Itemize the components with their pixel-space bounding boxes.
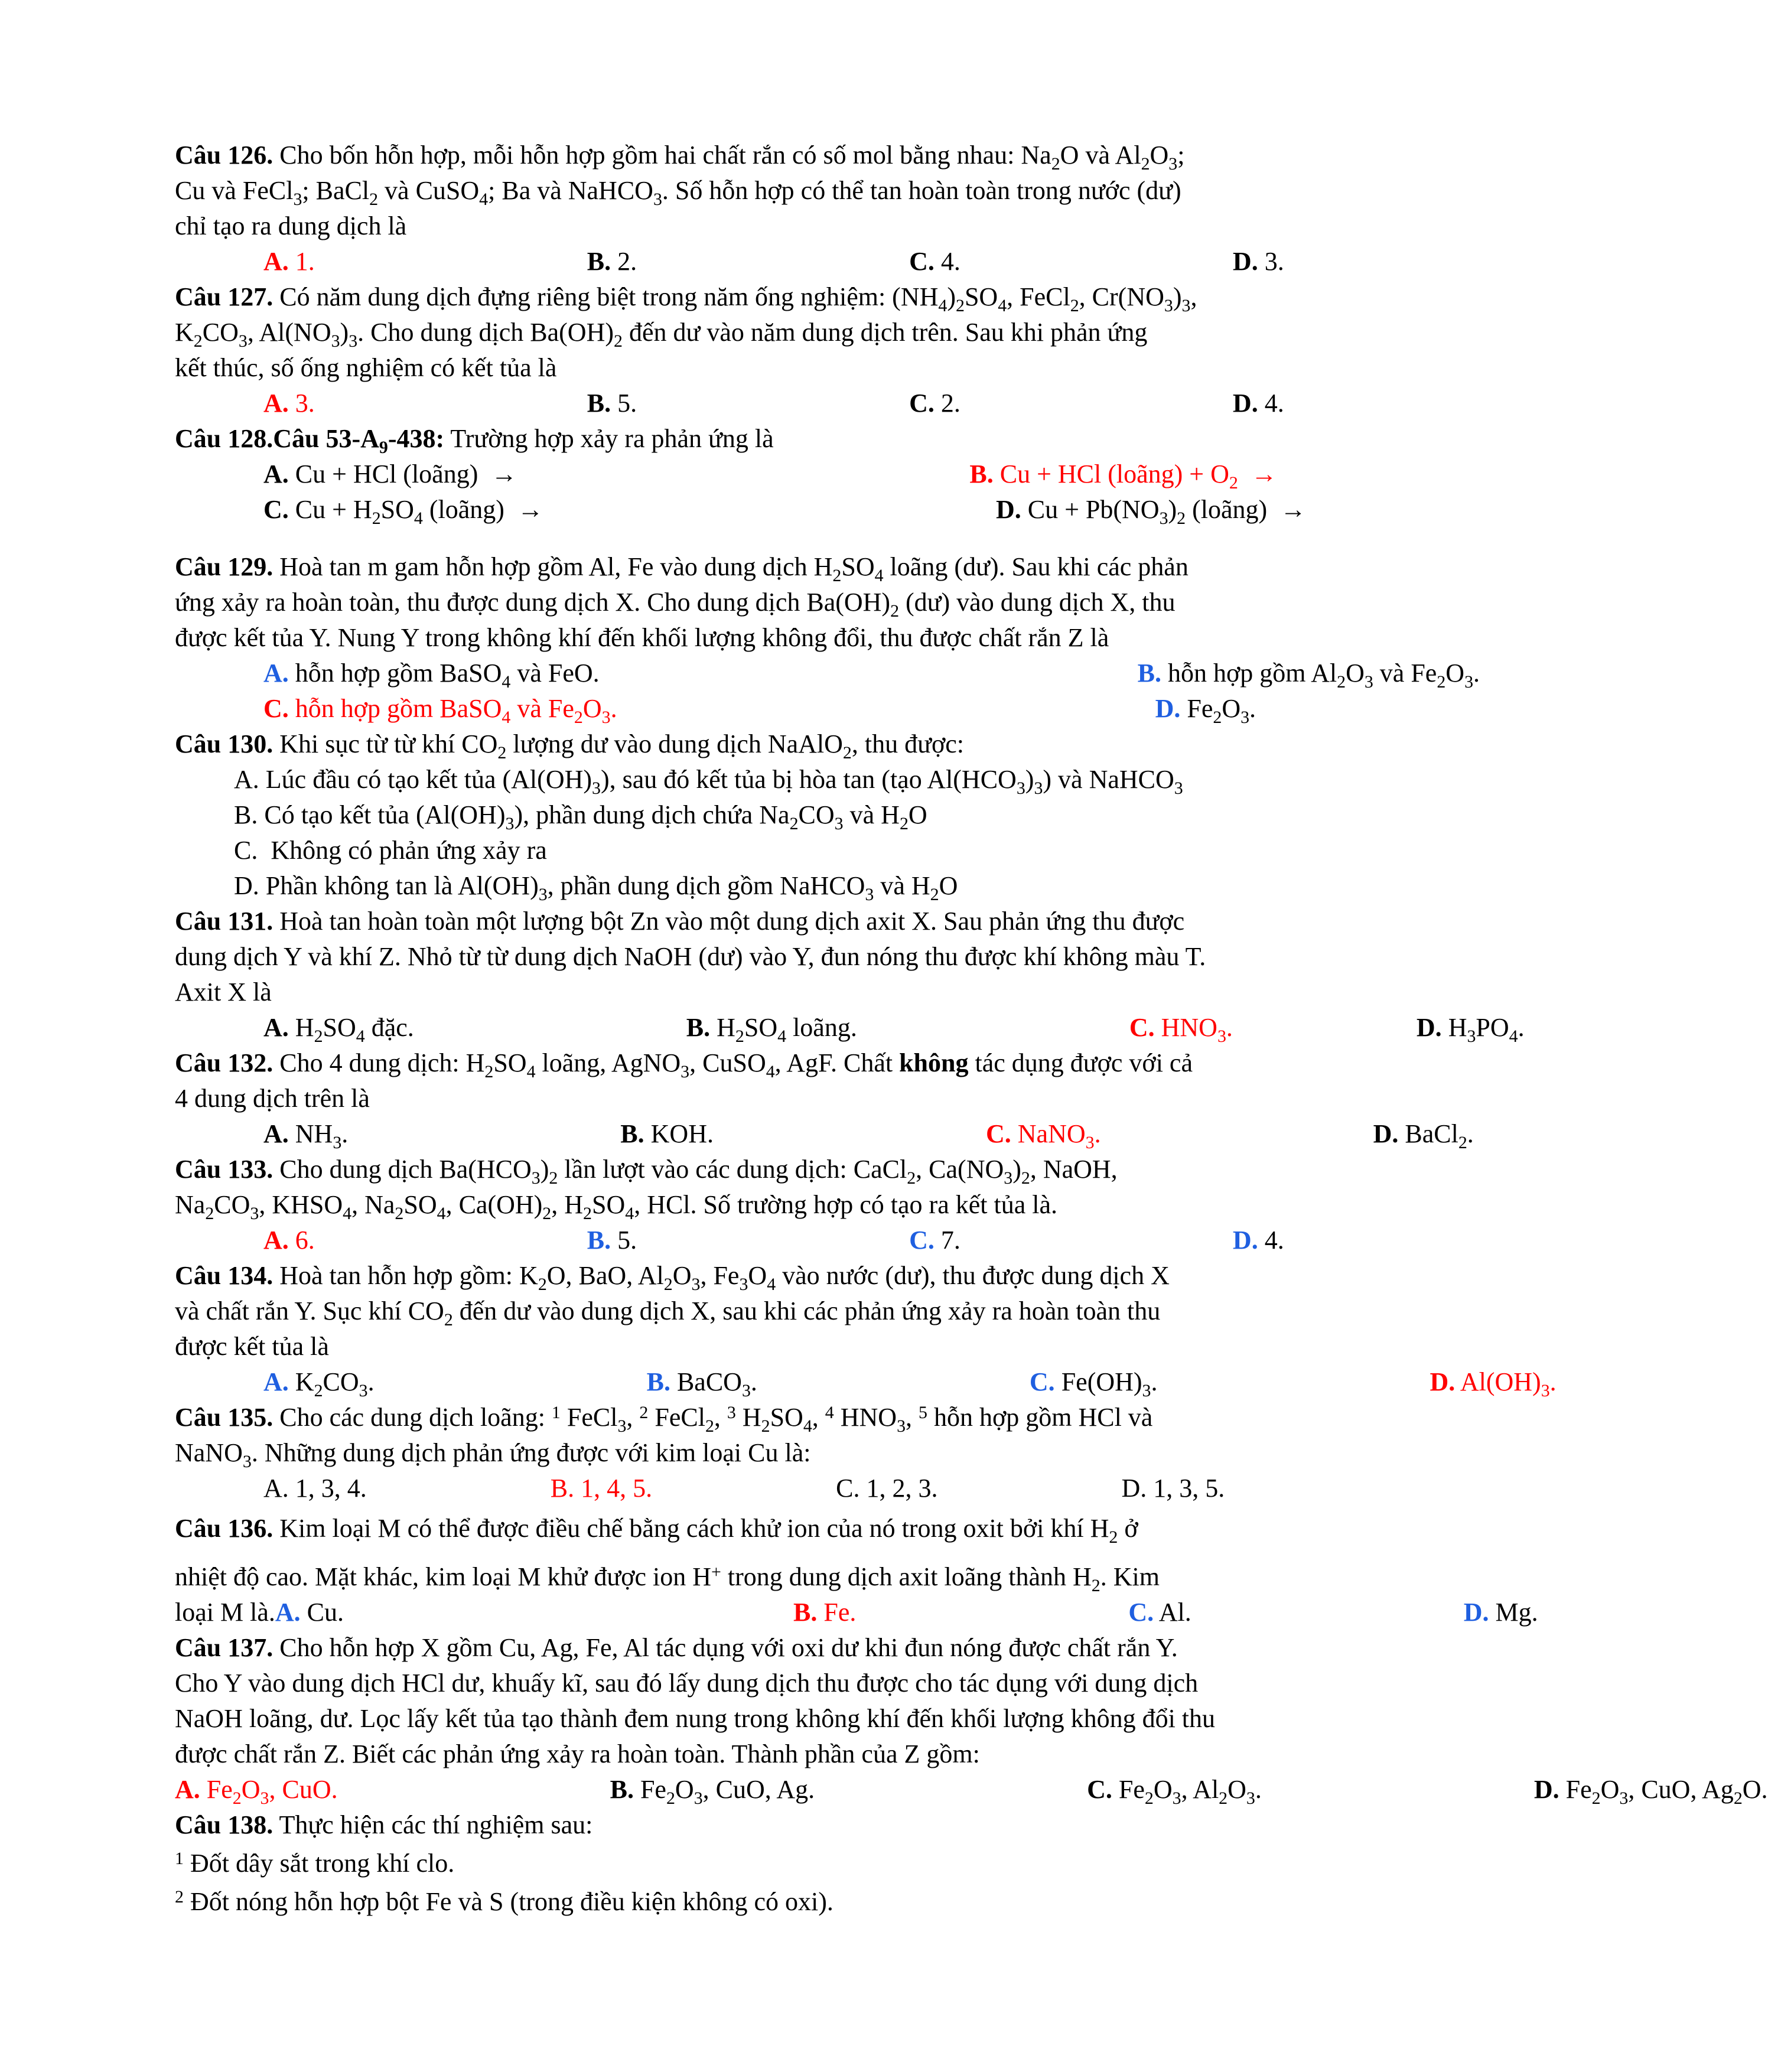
q137-line1: Câu 137. Cho hỗn hợp X gồm Cu, Ag, Fe, Al tác dụng với oxi dư khi đun nóng được chất rắn Y. xyxy=(175,1633,1178,1662)
q130-option-c: C. Không có phản ứng xảy ra xyxy=(234,836,547,865)
q136-line3: loại M là.A. Cu. B. Fe. C. Al. D. Mg. xyxy=(175,1598,1538,1627)
q126-option-d: D. 3. xyxy=(1232,247,1284,276)
q133-options xyxy=(263,1223,1386,1258)
q136-line1: Câu 136. Kim loại M có thể được điều chế bằng cách khử ion của nó trong oxit bởi khí $H_2$ ở xyxy=(175,1514,1138,1547)
q129-option-a: A. hỗn hợp gồm BaSO$_4$ và FeO. xyxy=(263,659,600,692)
q133-line2: $Na_2CO_3$, $KHSO_4$, $Na_2SO_4$, $Ca(OH)_2$, $H_2SO_4$, HCl. Số trường hợp có tạo ra kết tủa là. xyxy=(175,1190,1057,1223)
q132-option-d: D. BaCl$_2$. xyxy=(1373,1119,1474,1152)
q127-label: Câu 127. xyxy=(175,282,273,311)
q129-line2: ứng xảy ra hoàn toàn, thu được dung dịch X. Cho dung dịch $Ba(OH)_2$ (dư) vào dung dịch X, thu xyxy=(175,588,1176,621)
q131-line2: dung dịch Y và khí Z. Nhỏ từ từ dung dịch NaOH (dư) vào Y, đun nóng thu được khí không màu T. xyxy=(175,942,1206,971)
q129-label: Câu 129. xyxy=(175,552,273,581)
q127-options xyxy=(263,386,1386,421)
q128-options-cd xyxy=(263,492,1386,527)
q130-label: Câu 130. xyxy=(175,729,273,758)
q135-option-b: B. 1, 4, 5. xyxy=(550,1474,653,1503)
q135-option-c: C. 1, 2, 3. xyxy=(836,1474,938,1503)
q127-option-c: C. 2. xyxy=(909,389,960,418)
q131-option-c: C. $HNO_3$. xyxy=(1129,1013,1233,1046)
q134-label: Câu 134. xyxy=(175,1261,273,1290)
q135-line1: Câu 135. Cho các dung dịch loãng: $^1$ FeCl$_3$, $^2$ FeCl$_2$, $^3$ $H_2SO_4$, $^4$ $HNO_3$, $^5$ hỗn hợp gồm HCl và xyxy=(175,1402,1153,1436)
q137-options xyxy=(175,1772,1768,1808)
q132-option-c: C. NaNO$_3$. xyxy=(985,1119,1101,1152)
q137-option-b: B. $Fe_2O_3$, CuO, Ag. xyxy=(610,1775,815,1808)
q127-option-d: D. 4. xyxy=(1232,389,1284,418)
q128-option-c: C. $Cu + H_2SO_4$ (loãng) → xyxy=(263,495,543,528)
q131-line3: Axit X là xyxy=(175,978,272,1006)
q129-option-c: C. hỗn hợp gồm BaSO$_4$ và $Fe_2O_3$. xyxy=(263,694,617,727)
q136-option-a: A. Cu. xyxy=(275,1598,344,1627)
q126-line3: chỉ tạo ra dung dịch là xyxy=(175,211,407,240)
q128-options-ab xyxy=(263,457,1386,492)
q133-option-a: A. 6. xyxy=(263,1226,315,1255)
q136-option-c: C. Al. xyxy=(1128,1598,1191,1627)
q137-line2: Cho Y vào dung dịch HCl dư, khuấy kĩ, sau đó lấy dung dịch thu được cho tác dụng với dung dịch xyxy=(175,1669,1199,1698)
q136-option-d: D. Mg. xyxy=(1463,1598,1538,1627)
q136-label: Câu 136. xyxy=(175,1514,273,1543)
q129-option-d: D. $Fe_2O_3$. xyxy=(1155,694,1256,727)
q131-options xyxy=(263,1010,1525,1046)
q126-line2: Cu và FeCl$_3$; BaCl$_2$ và CuSO$_4$; Ba và NaHCO$_3$. Số hỗn hợp có thể tan hoàn toàn trong nước (dư) xyxy=(175,176,1181,209)
q138-experiment-1: $^1$ Đốt dây sắt trong khí clo. xyxy=(175,1848,455,1878)
q134-line2: và chất rắn Y. Sục khí $CO_2$ đến dư vào dung dịch X, sau khi các phản ứng xảy ra hoàn toàn thu xyxy=(175,1296,1161,1330)
q131-option-d: D. $H_3PO_4$. xyxy=(1416,1013,1525,1046)
q138-experiment-2: $^2$ Đốt nóng hỗn hợp bột Fe và S (trong điều kiện không có oxi). xyxy=(175,1887,833,1916)
q137-option-c: C. $Fe_2O_3$, $Al_2O_3$. xyxy=(1087,1775,1262,1808)
q126-option-a: A. 1. xyxy=(263,247,315,276)
q127-line3: kết thúc, số ống nghiệm có kết tủa là xyxy=(175,353,557,382)
q135-option-d: D. 1, 3, 5. xyxy=(1121,1474,1225,1503)
q127-option-b: B. 5. xyxy=(587,389,637,418)
q134-option-b: B. BaCO$_3$. xyxy=(646,1367,757,1400)
q133-line1: Câu 133. Cho dung dịch $Ba(HCO_3)_2$ lần lượt vào các dung dịch: CaCl$_2$, $Ca(NO_3)_2$, NaOH, xyxy=(175,1155,1118,1188)
q134-option-a: A. $K_2CO_3$. xyxy=(263,1367,375,1400)
q131-line1: Câu 131. Hoà tan hoàn toàn một lượng bột Zn vào một dung dịch axit X. Sau phản ứng thu được xyxy=(175,907,1185,936)
q129-options-ab xyxy=(263,656,1480,692)
q127-option-a: A. 3. xyxy=(263,389,315,418)
q132-label: Câu 132. xyxy=(175,1048,273,1077)
q129-line1: Câu 129. Hoà tan m gam hỗn hợp gồm Al, Fe vào dung dịch $H_2SO_4$ loãng (dư). Sau khi các phản xyxy=(175,552,1189,585)
q136-option-b: B. Fe. xyxy=(793,1598,857,1627)
q135-label: Câu 135. xyxy=(175,1403,273,1432)
q127-line2: $K_2CO_3$, $Al(NO_3)_3$. Cho dung dịch $Ba(OH)_2$ đến dư vào năm dung dịch trên. Sau khi phản ứng xyxy=(175,318,1148,351)
q128-option-d: D. $Cu + Pb(NO_3)_2$ (loãng) → xyxy=(995,495,1307,528)
q126-option-b: B. 2. xyxy=(587,247,637,276)
q131-option-a: A. $H_2SO_4$ đặc. xyxy=(263,1013,414,1046)
q134-line3: được kết tủa là xyxy=(175,1332,329,1361)
q135-option-a: A. 1, 3, 4. xyxy=(263,1474,367,1503)
q133-option-b: B. 5. xyxy=(587,1226,637,1255)
q130-line1: Câu 130. Khi sục từ từ khí $CO_2$ lượng dư vào dung dịch NaAlO$_2$, thu được: xyxy=(175,729,964,763)
q138-label: Câu 138. xyxy=(175,1810,273,1839)
q135-options xyxy=(263,1471,1386,1506)
q132-options xyxy=(263,1116,1474,1152)
q126-option-c: C. 4. xyxy=(909,247,960,276)
q138-line1: Câu 138. Thực hiện các thí nghiệm sau: xyxy=(175,1810,593,1839)
q132-line1: Câu 132. Cho 4 dung dịch: $H_2SO_4$ loãng, AgNO$_3$, CuSO$_4$, AgF. Chất không tác dụng được với cả xyxy=(175,1048,1193,1081)
q129-option-b: B. hỗn hợp gồm $Al_2O_3$ và $Fe_2O_3$. xyxy=(1137,659,1480,692)
q126-line1: Câu 126. Cho bốn hỗn hợp, mỗi hỗn hợp gồm hai chất rắn có số mol bằng nhau: $Na_2O$ và $Al_2O_3$; xyxy=(175,141,1185,174)
q128-option-a: A. Cu + HCl (loãng) → xyxy=(263,460,517,488)
q126-options xyxy=(263,244,1386,279)
q133-option-d: D. 4. xyxy=(1232,1226,1284,1255)
q130-option-a: A. Lúc đầu có tạo kết tủa $(Al(OH)_3)$, sau đó kết tủa bị hòa tan (tạo $Al(HCO_3)_3$) và NaHCO$_3$ xyxy=(234,765,1183,798)
q128-line1: Câu 128.Câu $53-A_9-438$: Trường hợp xảy ra phản ứng là xyxy=(175,424,774,457)
q128-label: Câu 128.Câu $53-A_9-438$: xyxy=(175,424,445,457)
q129-options-cd xyxy=(263,691,1386,726)
q132-option-a: A. $NH_3$. xyxy=(263,1119,349,1152)
q134-line1: Câu 134. Hoà tan hỗn hợp gồm: $K_2O$, BaO, $Al_2O_3$, $Fe_3O_4$ vào nước (dư), thu được dung dịch X xyxy=(175,1261,1170,1294)
q132-option-b: B. KOH. xyxy=(620,1119,714,1148)
q126-label: Câu 126. xyxy=(175,141,273,170)
q127-line1: Câu 127. Có năm dung dịch đựng riêng biệt trong năm ống nghiệm: $(NH_4)_2SO_4$, FeCl$_2$, $Cr(NO_3)_3$, xyxy=(175,282,1197,315)
q137-option-d: D. $Fe_2O_3$, CuO, $Ag_2O$. xyxy=(1533,1775,1768,1808)
q137-line3: NaOH loãng, dư. Lọc lấy kết tủa tạo thành đem nung trong không khí đến khối lượng không đổi thu xyxy=(175,1704,1216,1733)
q133-label: Câu 133. xyxy=(175,1155,273,1184)
q128-option-b: B. Cu + HCl (loãng) + $O_2$ → xyxy=(969,460,1277,493)
q131-label: Câu 131. xyxy=(175,907,273,936)
q135-line2: NaNO$_3$. Những dung dịch phản ứng được với kim loại Cu là: xyxy=(175,1438,811,1471)
q132-line2: 4 dung dịch trên là xyxy=(175,1084,370,1113)
q130-option-b: B. Có tạo kết tủa $(Al(OH)_3)$, phần dung dịch chứa $Na_2CO_3$ và $H_2O$ xyxy=(234,800,927,833)
q137-label: Câu 137. xyxy=(175,1633,273,1662)
q131-option-b: B. $H_2SO_4$ loãng. xyxy=(686,1013,857,1046)
q137-line4: được chất rắn Z. Biết các phản ứng xảy ra hoàn toàn. Thành phần của Z gồm: xyxy=(175,1739,980,1768)
q134-options xyxy=(263,1364,1557,1400)
q137-option-a: A. $Fe_2O_3$, CuO. xyxy=(175,1775,338,1808)
q129-line3: được kết tủa Y. Nung Y trong không khí đến khối lượng không đổi, thu được chất rắn Z là xyxy=(175,623,1109,652)
q134-option-d: D. $Al(OH)_3$. xyxy=(1430,1367,1557,1400)
q134-option-c: C. $Fe(OH)_3$. xyxy=(1029,1367,1158,1400)
q136-line2: nhiệt độ cao. Mặt khác, kim loại M khử được ion H+ trong dung dịch axit loãng thành $H_2$. Kim xyxy=(175,1562,1160,1595)
q130-option-d: D. Phần không tan là $Al(OH)_3$, phần dung dịch gồm NaHCO$_3$ và $H_2O$ xyxy=(234,871,958,904)
q133-option-c: C. 7. xyxy=(909,1226,960,1255)
